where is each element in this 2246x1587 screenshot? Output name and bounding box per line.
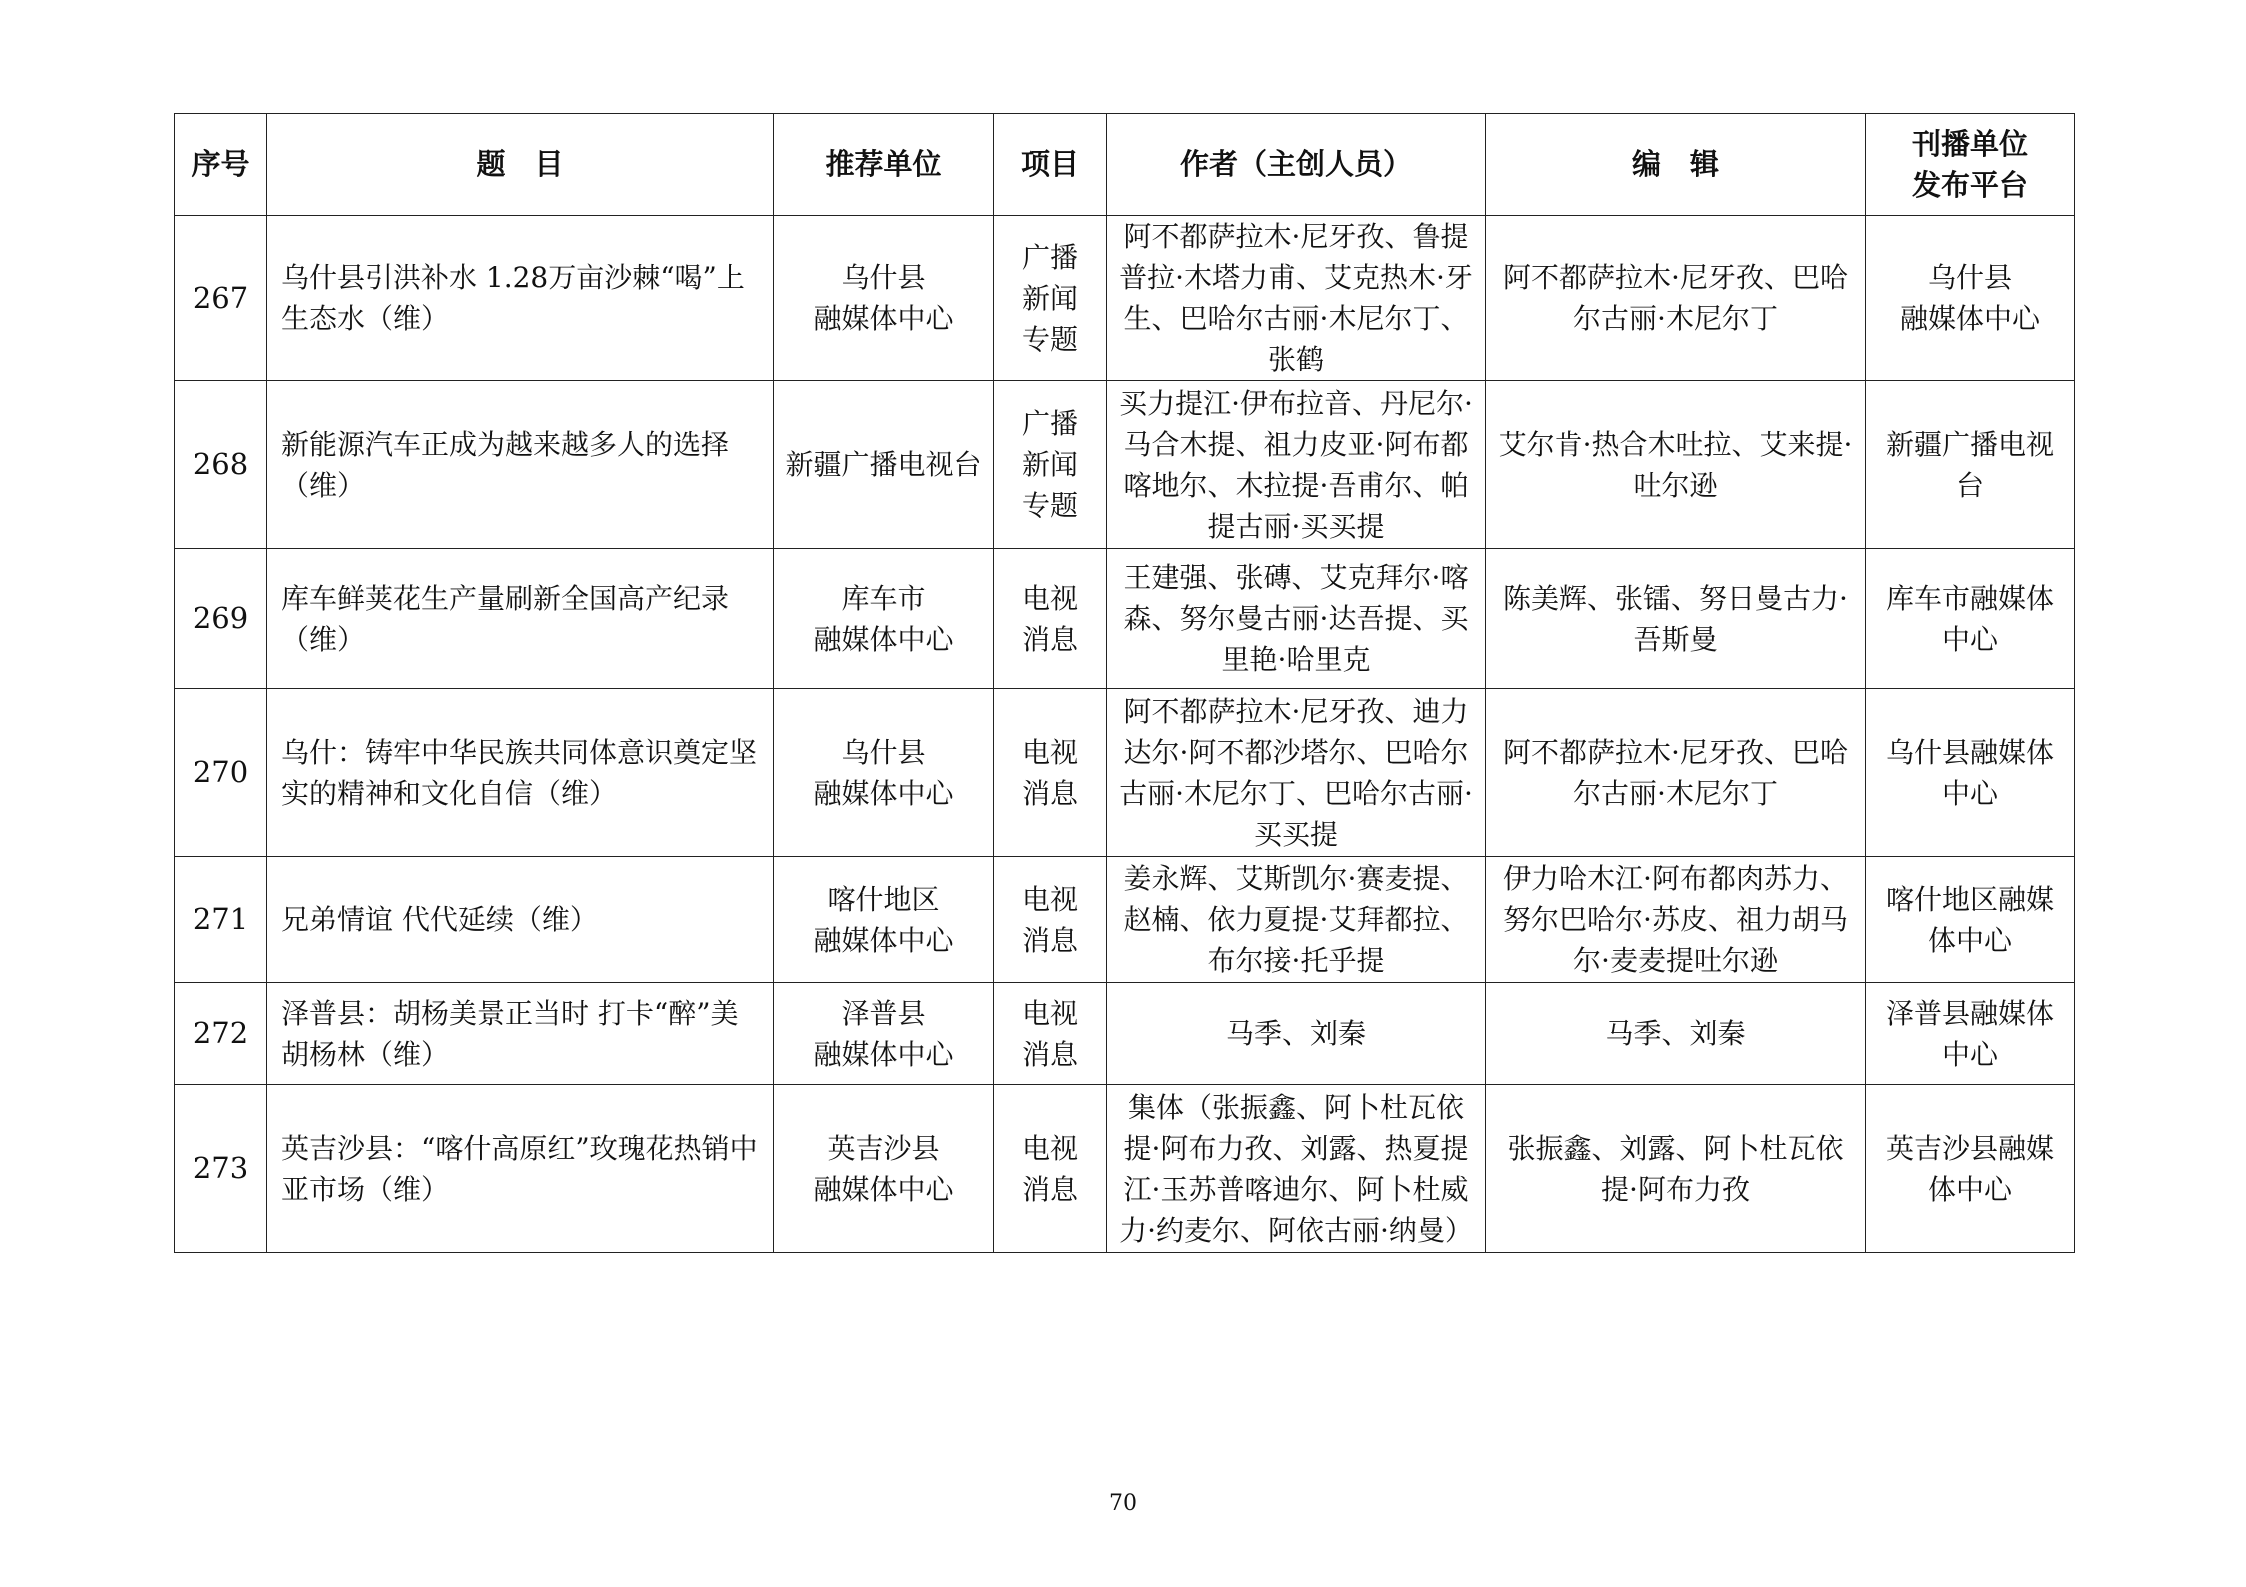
category-line: 消息: [1021, 776, 1078, 810]
category-line: 广播: [1021, 407, 1078, 440]
category-line: 新闻: [1021, 448, 1078, 481]
publisher-line: 新疆广播电视台: [1885, 427, 2054, 502]
table-row: [175, 857, 2075, 983]
recommender-line: 乌什县: [841, 735, 926, 769]
cell-recommender: [774, 1085, 994, 1253]
recommender-line: 乌什县: [841, 261, 926, 294]
cell-category: [994, 983, 1107, 1085]
cell-editors: 阿不都萨拉木·尼牙孜、巴哈尔古丽·木尼尔丁: [1486, 689, 1866, 857]
cell-editors: 艾尔肯·热合木吐拉、艾来提·吐尔逊: [1486, 381, 1866, 549]
category-line: 电视: [1021, 996, 1078, 1030]
cell-authors: 马季、刘秦: [1107, 983, 1486, 1085]
cell-recommender: [774, 689, 994, 857]
table-row: [175, 549, 2075, 689]
cell-publisher: [1866, 983, 2075, 1085]
cell-seq: 272: [175, 983, 267, 1085]
cell-authors: 阿不都萨拉木·尼牙孜、鲁提普拉·木塔力甫、艾克热木·牙生、巴哈尔古丽·木尼尔丁、张鹤: [1107, 216, 1486, 381]
recommender-line: 融媒体中心: [813, 302, 954, 335]
cell-title: 乌什县引洪补水 1.28万亩沙棘“喝”上生态水（维）: [267, 216, 774, 381]
cell-title: 库车鲜荚花生产量刷新全国高产纪录（维）: [267, 549, 774, 689]
publisher-line: 乌什县: [1927, 261, 2012, 294]
cell-editors: 伊力哈木江·阿布都肉苏力、努尔巴哈尔·苏皮、祖力胡马尔·麦麦提吐尔逊: [1486, 857, 1866, 983]
recommender-line: 融媒体中心: [813, 776, 954, 810]
cell-category: [994, 549, 1107, 689]
category-line: 专题: [1021, 489, 1078, 522]
recommender-line: 融媒体中心: [813, 1172, 954, 1206]
cell-editors: 张振鑫、刘露、阿卜杜瓦依提·阿布力孜: [1486, 1085, 1866, 1253]
header-editors: 编 辑: [1486, 114, 1866, 216]
recommender-line: 英吉沙县: [827, 1131, 940, 1165]
recommender-line: 融媒体中心: [813, 622, 954, 656]
category-line: 电视: [1021, 1131, 1078, 1165]
table-row: [175, 216, 2075, 381]
cell-authors: 姜永辉、艾斯凯尔·赛麦提、赵楠、依力夏提·艾拜都拉、布尔接·托乎提: [1107, 857, 1486, 983]
publisher-line: 融媒体中心: [1899, 302, 2040, 335]
cell-publisher: [1866, 857, 2075, 983]
publisher-line: 库车市融媒体中心: [1885, 581, 2054, 656]
cell-authors: 阿不都萨拉木·尼牙孜、迪力达尔·阿不都沙塔尔、巴哈尔古丽·木尼尔丁、巴哈尔古丽·买买提: [1107, 689, 1486, 857]
cell-category: [994, 1085, 1107, 1253]
publisher-line: 喀什地区融媒体中心: [1885, 882, 2054, 957]
cell-authors: 集体（张振鑫、阿卜杜瓦依提·阿布力孜、刘露、热夏提江·玉苏普喀迪尔、阿卜杜威力·约麦尔、阿依古丽·纳曼）: [1107, 1085, 1486, 1253]
cell-editors: 马季、刘秦: [1486, 983, 1866, 1085]
category-line: 广播: [1021, 240, 1078, 274]
category-line: 电视: [1021, 882, 1078, 916]
cell-category: [994, 857, 1107, 983]
cell-recommender: [774, 216, 994, 381]
category-line: 消息: [1021, 1172, 1078, 1206]
cell-seq: 271: [175, 857, 267, 983]
header-publisher-line: 刊播单位: [1911, 126, 2028, 161]
cell-authors: 买力提江·伊布拉音、丹尼尔·马合木提、祖力皮亚·阿布都喀地尔、木拉提·吾甫尔、帕提古丽·买买提: [1107, 381, 1486, 549]
award-list-table: [174, 113, 2075, 1253]
header-category: 项目: [994, 114, 1107, 216]
cell-title: 兄弟情谊 代代延续（维）: [267, 857, 774, 983]
cell-seq: 270: [175, 689, 267, 857]
cell-seq: 268: [175, 381, 267, 549]
category-line: 消息: [1021, 1037, 1078, 1071]
header-seq: 序号: [175, 114, 267, 216]
category-line: 消息: [1021, 923, 1078, 957]
cell-title: 新能源汽车正成为越来越多人的选择（维）: [267, 381, 774, 549]
header-publisher: [1866, 114, 2075, 216]
cell-category: [994, 216, 1107, 381]
cell-publisher: [1866, 689, 2075, 857]
cell-title: 乌什：铸牢中华民族共同体意识奠定坚实的精神和文化自信（维）: [267, 689, 774, 857]
cell-seq: 273: [175, 1085, 267, 1253]
cell-editors: 阿不都萨拉木·尼牙孜、巴哈尔古丽·木尼尔丁: [1486, 216, 1866, 381]
cell-seq: 269: [175, 549, 267, 689]
cell-recommender: [774, 381, 994, 549]
cell-publisher: [1866, 381, 2075, 549]
cell-title: 泽普县：胡杨美景正当时 打卡“醉”美胡杨林（维）: [267, 983, 774, 1085]
recommender-line: 喀什地区: [827, 882, 940, 916]
header-title: 题 目: [267, 114, 774, 216]
cell-recommender: [774, 983, 994, 1085]
category-line: 专题: [1021, 322, 1078, 356]
table-row: [175, 1085, 2075, 1253]
recommender-line: 融媒体中心: [813, 1037, 954, 1071]
header-publisher-line: 发布平台: [1911, 167, 2028, 202]
cell-category: [994, 689, 1107, 857]
cell-editors: 陈美辉、张镭、努日曼古力·吾斯曼: [1486, 549, 1866, 689]
category-line: 新闻: [1021, 281, 1078, 315]
cell-title: 英吉沙县：“喀什高原红”玫瑰花热销中亚市场（维）: [267, 1085, 774, 1253]
cell-publisher: [1866, 216, 2075, 381]
recommender-line: 新疆广播电视台: [785, 448, 982, 481]
cell-publisher: [1866, 1085, 2075, 1253]
cell-recommender: [774, 857, 994, 983]
cell-category: [994, 381, 1107, 549]
publisher-line: 泽普县融媒体中心: [1885, 996, 2054, 1071]
page-number: 70: [1109, 1491, 1137, 1516]
cell-recommender: [774, 549, 994, 689]
table-row: [175, 689, 2075, 857]
recommender-line: 泽普县: [841, 996, 926, 1030]
category-line: 电视: [1021, 581, 1078, 615]
header-authors: 作者（主创人员）: [1107, 114, 1486, 216]
cell-authors: 王建强、张磚、艾克拜尔·喀森、努尔曼古丽·达吾提、买里艳·哈里克: [1107, 549, 1486, 689]
header-row: [175, 114, 2075, 216]
table-row: [175, 983, 2075, 1085]
header-recommender: 推荐单位: [774, 114, 994, 216]
cell-seq: 267: [175, 216, 267, 381]
category-line: 消息: [1021, 622, 1078, 656]
cell-publisher: [1866, 549, 2075, 689]
category-line: 电视: [1021, 735, 1078, 769]
publisher-line: 乌什县融媒体中心: [1885, 735, 2054, 810]
table-row: [175, 381, 2075, 549]
publisher-line: 英吉沙县融媒体中心: [1885, 1131, 2054, 1206]
recommender-line: 融媒体中心: [813, 923, 954, 957]
recommender-line: 库车市: [841, 581, 926, 615]
